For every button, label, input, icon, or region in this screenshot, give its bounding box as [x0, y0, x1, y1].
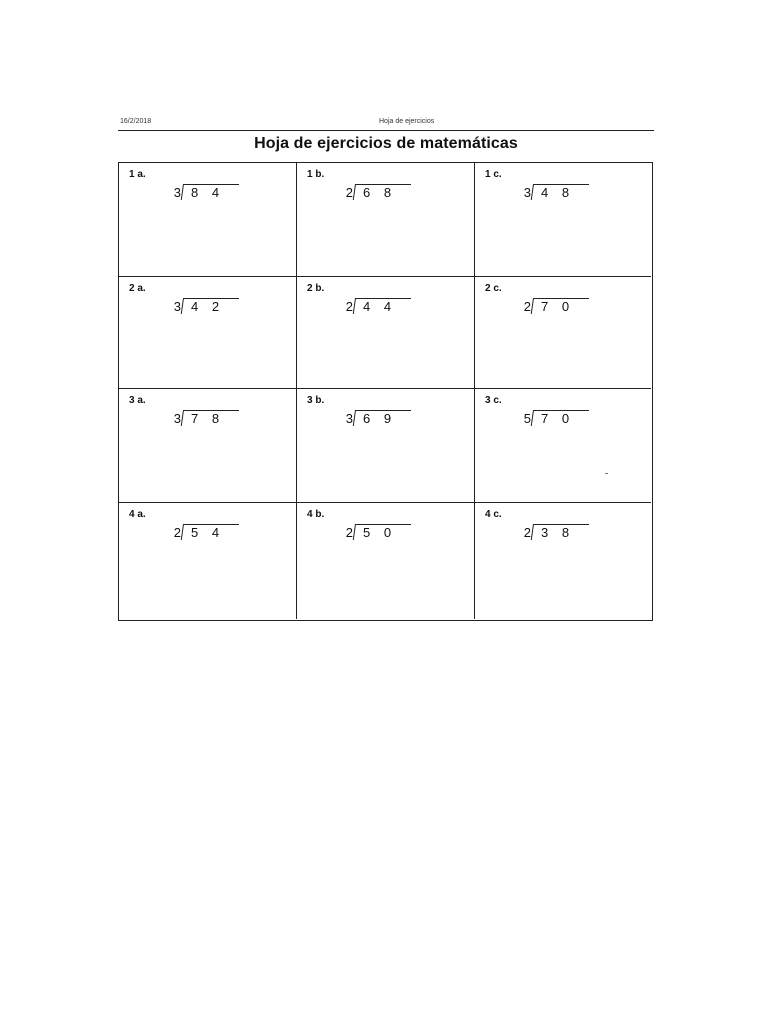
problem-cell-1a — [119, 163, 297, 277]
scan-speck — [605, 473, 608, 474]
problem-cell-3c — [475, 389, 651, 503]
problem-cell-4a — [119, 503, 297, 619]
long-division — [173, 523, 239, 541]
divisor: 2 — [345, 185, 353, 200]
long-division — [345, 523, 411, 541]
divisor: 2 — [523, 525, 531, 540]
divisor: 3 — [173, 299, 181, 314]
divisor: 3 — [345, 411, 353, 426]
division-bracket — [355, 524, 411, 541]
exercise-grid — [118, 162, 653, 621]
divisor: 3 — [173, 411, 181, 426]
problem-label: 3 b. — [307, 395, 325, 406]
problem-cell-2c — [475, 277, 651, 389]
divisor: 2 — [523, 299, 531, 314]
problem-label: 4 a. — [129, 509, 146, 520]
division-bracket — [533, 298, 589, 315]
dividend: 7 0 — [541, 411, 575, 426]
long-division — [523, 297, 589, 315]
dividend: 5 0 — [363, 525, 397, 540]
problem-label: 1 b. — [307, 169, 325, 180]
header-divider — [118, 130, 654, 131]
division-bracket — [183, 410, 239, 427]
dividend: 4 8 — [541, 185, 575, 200]
division-bracket — [183, 524, 239, 541]
division-bracket — [533, 184, 589, 201]
header-document-title: Hoja de ejercicios — [379, 118, 435, 125]
problem-label: 2 a. — [129, 283, 146, 294]
problem-cell-1b — [297, 163, 475, 277]
division-bracket — [183, 184, 239, 201]
dividend: 8 4 — [191, 185, 225, 200]
division-bracket — [355, 298, 411, 315]
dividend: 6 9 — [363, 411, 397, 426]
long-division — [173, 297, 239, 315]
long-division — [345, 409, 411, 427]
page-title: Hoja de ejercicios de matemáticas — [254, 135, 518, 152]
long-division — [345, 183, 411, 201]
long-division — [523, 523, 589, 541]
problem-cell-2a — [119, 277, 297, 389]
divisor: 3 — [173, 185, 181, 200]
long-division — [523, 183, 589, 201]
division-bracket — [183, 298, 239, 315]
divisor: 3 — [523, 185, 531, 200]
problem-cell-4c — [475, 503, 651, 619]
problem-cell-4b — [297, 503, 475, 619]
dividend: 7 8 — [191, 411, 225, 426]
division-bracket — [533, 524, 589, 541]
dividend: 5 4 — [191, 525, 225, 540]
header-date: 16/2/2018 — [120, 118, 152, 125]
divisor: 2 — [345, 525, 353, 540]
problem-label: 4 c. — [485, 509, 502, 520]
problem-label: 3 a. — [129, 395, 146, 406]
dividend: 6 8 — [363, 185, 397, 200]
problem-label: 1 c. — [485, 169, 502, 180]
dividend: 3 8 — [541, 525, 575, 540]
problem-label: 2 b. — [307, 283, 325, 294]
division-bracket — [355, 410, 411, 427]
divisor: 2 — [345, 299, 353, 314]
long-division — [523, 409, 589, 427]
problem-cell-1c — [475, 163, 651, 277]
problem-label: 1 a. — [129, 169, 146, 180]
dividend: 7 0 — [541, 299, 575, 314]
long-division — [345, 297, 411, 315]
long-division — [173, 409, 239, 427]
dividend: 4 2 — [191, 299, 225, 314]
division-bracket — [533, 410, 589, 427]
problem-cell-3a — [119, 389, 297, 503]
problem-cell-3b — [297, 389, 475, 503]
problem-label: 4 b. — [307, 509, 325, 520]
problem-cell-2b — [297, 277, 475, 389]
divisor: 5 — [523, 411, 531, 426]
long-division — [173, 183, 239, 201]
problem-label: 3 c. — [485, 395, 502, 406]
division-bracket — [355, 184, 411, 201]
problem-label: 2 c. — [485, 283, 502, 294]
divisor: 2 — [173, 525, 181, 540]
dividend: 4 4 — [363, 299, 397, 314]
